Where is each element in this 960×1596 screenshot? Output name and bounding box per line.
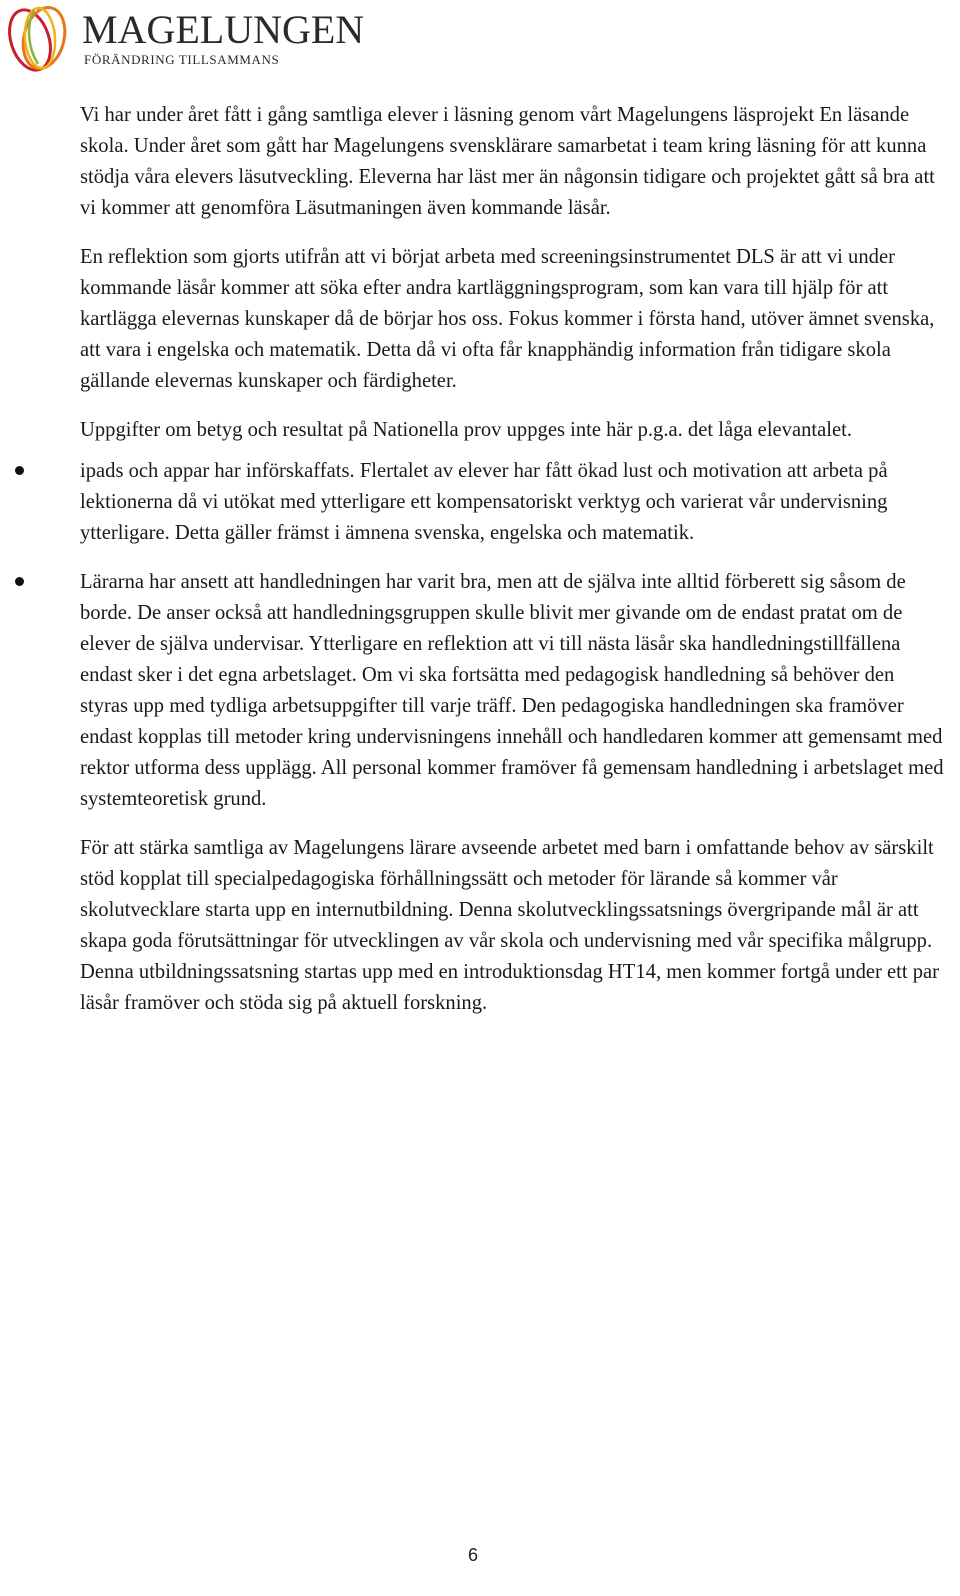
list-item-text: Lärarna har ansett att handledningen har varit bra, men att de själva inte alltid förberett sig såsom de borde. De anser också att handledningsgruppen skulle blivit mer givande om de endast pratat om de elever de själva undervisar. Ytterligare en reflektion att vi till nästa läsår ska handledningstillfällena endast sker i det egna arbetslaget. Om vi ska fortsätta med pedagogisk handledning så behöver den styras upp med tydliga arbetsuppgifter till varje träff. Den pedagogiska handledningen ska framöver endast kopplas till metoder kring undervisningens innehåll och handledaren kommer att gemensamt med rektor utforma dess upplägg. All personal kommer framöver få gemensam handledning i arbetslaget med systemteoretisk grund. xyxy=(80,571,944,810)
bullet-icon xyxy=(15,577,24,586)
list-item-text: ipads och appar har införskaffats. Flertalet av elever har fått ökad lust och motivation att arbeta på lektionerna då vi utökat med ytterligare ett kompensatoriskt verktyg och varierat vår undervisning ytterligare. Detta gäller främst i ämnena svenska, engelska och matematik. xyxy=(80,460,888,544)
brand-tagline: FÖRÄNDRING TILLSAMMANS xyxy=(84,52,280,67)
paragraph-screening-reflection: En reflektion som gjorts utifrån att vi börjat arbeta med screeningsinstrumentet DLS är att vi under kommande läsår kommer att söka efter andra kartläggningsprogram, som kan vara till hjälp för att kartlägga elevernas kunskaper då de börjar hos oss. Fokus kommer i första hand, utöver ämnet svenska, att vara i engelska och matematik. Detta då vi ofta får knapphändig information från tidigare skola gällande elevernas kunskaper och färdigheter. xyxy=(80,246,935,392)
page-header xyxy=(4,2,404,74)
brand-name: MAGELUNGEN xyxy=(82,7,365,52)
list-item xyxy=(80,567,946,815)
magelungen-logo-icon xyxy=(4,2,78,74)
bullet-icon xyxy=(15,466,24,475)
paragraph-reading-project: Vi har under året fått i gång samtliga elever i läsning genom vårt Magelungens läsprojekt En läsande skola. Under året som gått har Magelungens svensklärare samarbetat i team kring läsning för att kunna stödja våra elevers läsutveckling. Eleverna har läst mer än någonsin tidigare och projektet gått så bra att vi kommer att genomföra Läsutmaningen även kommande läsår. xyxy=(80,104,935,219)
paragraph-grades-note: Uppgifter om betyg och resultat på Nationella prov uppges inte här p.g.a. det låga elevantalet. xyxy=(80,419,853,441)
page-number: 6 xyxy=(467,1545,478,1565)
list-item xyxy=(80,456,946,549)
document-body xyxy=(80,100,946,1037)
paragraph-internal-training: För att stärka samtliga av Magelungens lärare avseende arbetet med barn i omfattande behov av särskilt stöd kopplat till specialpedagogiska förhållningssätt och metoder för lärande så kommer vår skolutvecklare starta upp en internutbildning. Denna skolutvecklingssatsnings övergripande mål är att skapa goda förutsättningar för utvecklingen av vår skola och undervisning med vår specifika målgrupp. Denna utbildningssatsning startas upp med en introduktionsdag HT14, men kommer fortgå under ett par läsår framöver och stöda sig på aktuell forskning. xyxy=(80,837,940,1014)
